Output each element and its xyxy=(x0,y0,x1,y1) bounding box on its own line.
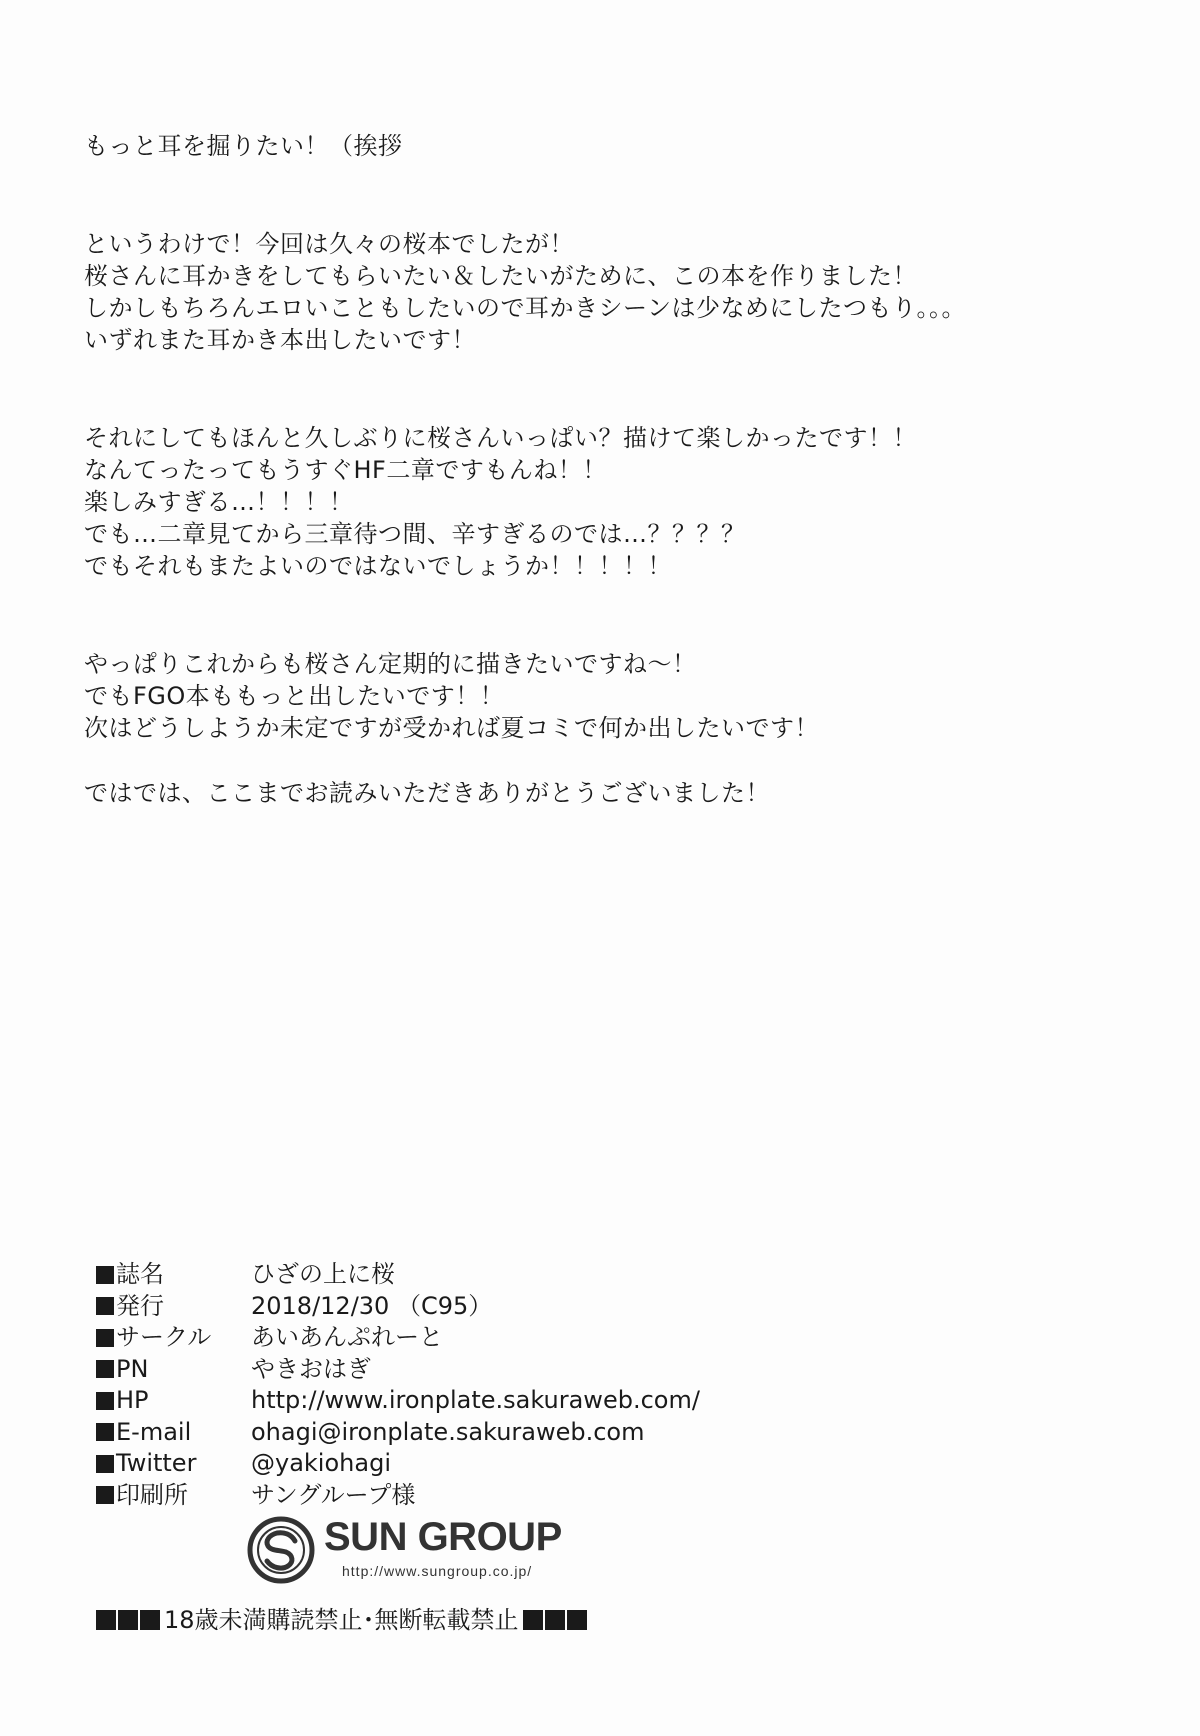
text-line: でもFGO本ももっと出したいです！！ xyxy=(84,682,505,710)
age-restriction-notice xyxy=(96,1604,589,1636)
bullet-square-icon xyxy=(96,1486,114,1504)
afterword-paragraph-3 xyxy=(84,648,1124,744)
colophon-row-published xyxy=(96,1291,700,1323)
colophon-value: ひざの上に桜 xyxy=(251,1260,395,1288)
colophon-row-pen-name xyxy=(96,1354,700,1386)
square-icon xyxy=(118,1610,138,1630)
afterword-greeting-block xyxy=(84,130,1124,162)
colophon xyxy=(96,1259,700,1511)
colophon-key: 発行 xyxy=(116,1291,164,1320)
bullet-square-icon xyxy=(96,1455,114,1473)
bullet-square-icon xyxy=(96,1297,114,1315)
bullet-square-icon xyxy=(96,1423,114,1441)
notice-text: 18歳未満購読禁止･無断転載禁止 xyxy=(164,1606,519,1634)
bullet-square-icon xyxy=(96,1329,114,1347)
text-line: というわけで！今回は久々の桜本でしたが！ xyxy=(84,230,574,258)
afterword-closing-block xyxy=(84,777,1124,809)
afterword xyxy=(84,130,1124,809)
text-line: それにしてもほんと久しぶりに桜さんいっぱい？描けて楽しかったです！！ xyxy=(84,424,917,452)
homepage-link[interactable]: http://www.ironplate.sakuraweb.com/ xyxy=(251,1386,700,1414)
text-line: でもそれもまたよいのではないでしょうか！！！！！ xyxy=(84,552,672,580)
colophon-row-title xyxy=(96,1259,700,1291)
square-icon xyxy=(545,1610,565,1630)
printer-logo-url[interactable]: http://www.sungroup.co.jp/ xyxy=(342,1563,533,1579)
colophon-key: 誌名 xyxy=(116,1260,164,1288)
bullet-square-icon xyxy=(96,1266,114,1284)
colophon-value: サングループ様 xyxy=(251,1480,416,1509)
text-line: 次はどうしようか未定ですが受かれば夏コミで何か出したいです！ xyxy=(84,714,819,742)
colophon-row-twitter xyxy=(96,1448,700,1480)
text-line: いずれまた耳かき本出したいです！ xyxy=(84,326,476,354)
colophon-key: 印刷所 xyxy=(116,1480,188,1509)
colophon-value: 2018/12/30 （C95） xyxy=(251,1291,493,1320)
afterword-greeting: もっと耳を掘りたい！（挨拶 xyxy=(84,132,403,160)
text-line: やっぱりこれからも桜さん定期的に描きたいですね～！ xyxy=(84,650,697,678)
printer-logo xyxy=(246,1515,626,1587)
colophon-row-homepage xyxy=(96,1385,700,1417)
colophon-key: Twitter xyxy=(116,1449,197,1477)
square-icon xyxy=(96,1610,116,1630)
text-line: 楽しみすぎる…！！！！ xyxy=(84,488,354,516)
square-icon xyxy=(567,1610,587,1630)
colophon-row-circle xyxy=(96,1322,700,1354)
email-link[interactable]: ohagi@ironplate.sakuraweb.com xyxy=(251,1417,645,1446)
twitter-handle[interactable]: @yakiohagi xyxy=(251,1449,391,1477)
square-icon xyxy=(523,1610,543,1630)
text-line: でも…二章見てから三章待つ間、辛すぎるのでは…？？？？ xyxy=(84,520,746,548)
colophon-value: あいあんぷれーと xyxy=(251,1323,443,1351)
colophon-value: やきおはぎ xyxy=(251,1354,371,1383)
colophon-key: HP xyxy=(116,1386,149,1414)
afterword-paragraph-2 xyxy=(84,422,1124,582)
colophon-row-email xyxy=(96,1417,700,1449)
printer-logo-name: SUN GROUP xyxy=(324,1515,562,1559)
text-line: なんてったってもうすぐHF二章ですもんね！！ xyxy=(84,456,607,484)
afterword-closing: ではでは、ここまでお読みいただきありがとうございました！ xyxy=(84,779,770,807)
square-icon xyxy=(140,1610,160,1630)
bullet-square-icon xyxy=(96,1392,114,1410)
colophon-key: サークル xyxy=(116,1323,212,1351)
colophon-key: PN xyxy=(116,1354,149,1383)
sun-group-emblem-icon xyxy=(246,1515,316,1585)
text-line: しかしもちろんエロいこともしたいので耳かきシーンは少なめにしたつもり。。。 xyxy=(84,294,967,322)
text-line: 桜さんに耳かきをしてもらいたい＆したいがために、この本を作りました！ xyxy=(84,262,917,290)
afterword-paragraph-1 xyxy=(84,228,1124,356)
bullet-square-icon xyxy=(96,1360,114,1378)
colophon-key: E-mail xyxy=(116,1417,192,1446)
colophon-row-printer xyxy=(96,1480,700,1512)
